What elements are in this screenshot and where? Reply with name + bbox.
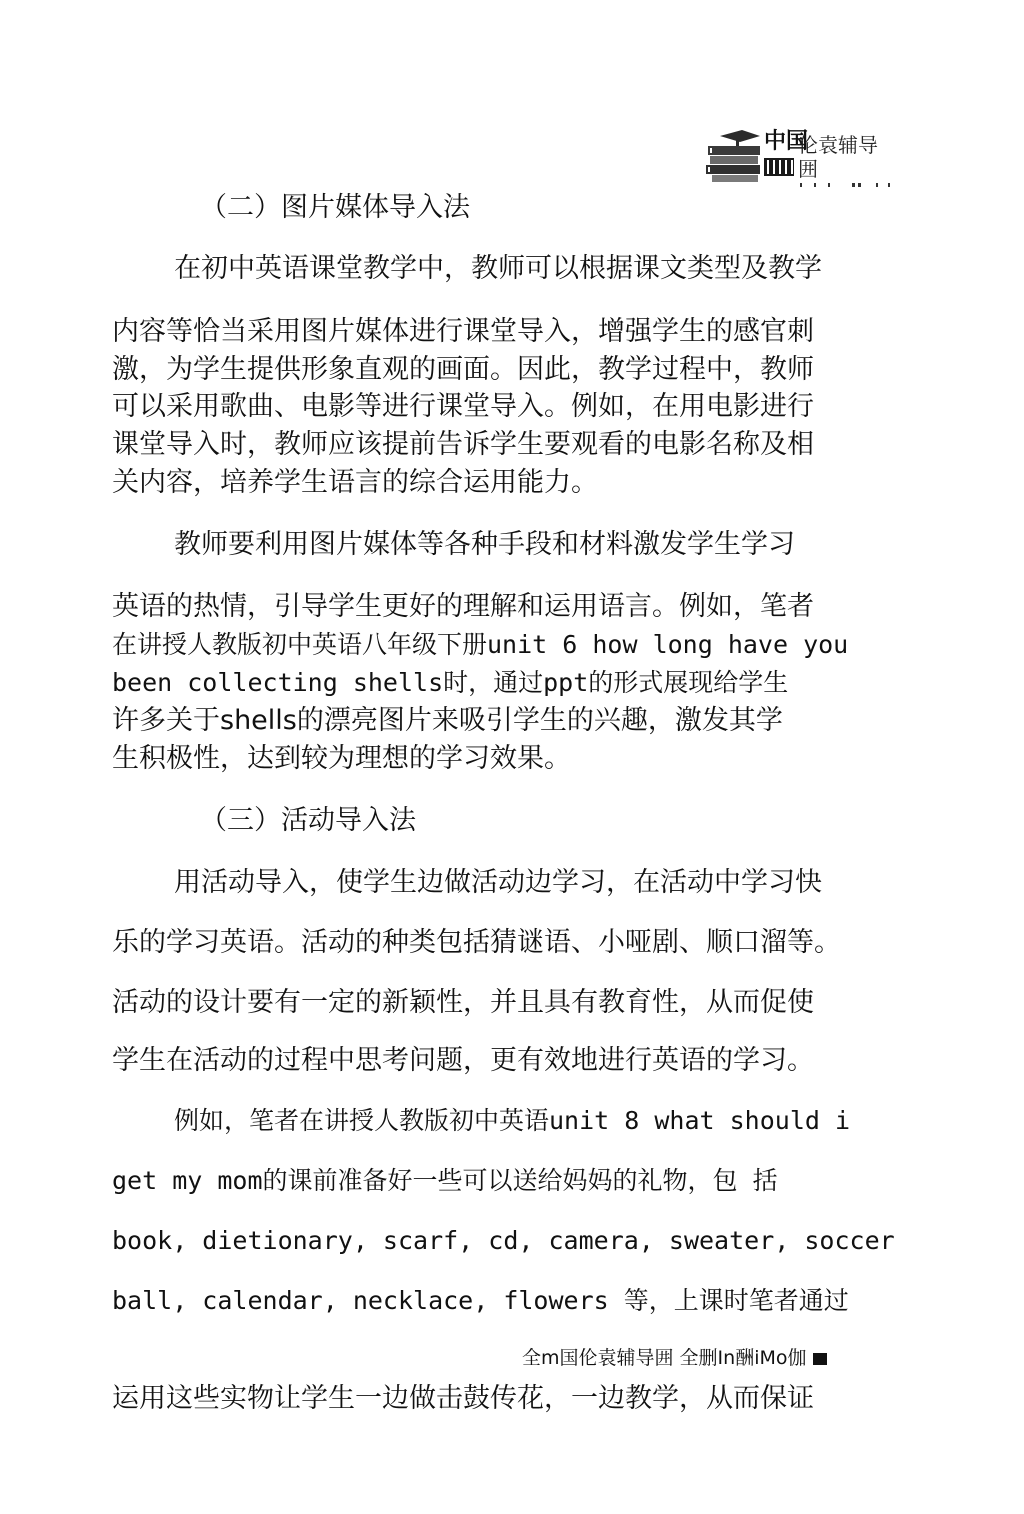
paragraph-line: been collecting shells时，通过ppt的形式展现给学生: [112, 668, 789, 697]
paragraph-line: ball, calendar, necklace, flowers 等，上课时笔者通过: [112, 1286, 849, 1315]
logo-dots-icon: [800, 182, 900, 188]
paragraph-line: 乐的学习英语。活动的种类包括猜谜语、小哑剧、顺口溜等。: [112, 927, 841, 958]
paragraph-line: 例如，笔者在讲授人教版初中英语unit 8 what should i: [174, 1106, 851, 1135]
logo-bars-icon: [764, 158, 794, 176]
paragraph-line: 许多关于shells的漂亮图片来吸引学生的兴趣，激发其学: [112, 705, 783, 736]
paragraph-line: 英语的热情，引导学生更好的理解和运用语言。例如，笔者: [112, 591, 814, 622]
header-logo: [706, 124, 898, 188]
paragraph-line: 在讲授人教版初中英语八年级下册unit 6 how long have you: [112, 630, 849, 659]
logo-text: 伦袁辅导: [798, 133, 878, 157]
paragraph-line: 内容等恰当采用图片媒体进行课堂导入，增强学生的感官刺: [112, 316, 814, 347]
paragraph-line: 活动的设计要有一定的新颖性，并且具有教育性，从而促使: [112, 987, 814, 1018]
logo-mark: 中国: [764, 129, 809, 154]
paragraph-line: 教师要利用图片媒体等各种手段和材料激发学生学习: [174, 529, 795, 560]
paragraph-line: 可以采用歌曲、电影等进行课堂导入。例如，在用电影进行: [112, 391, 814, 422]
paragraph-line: 生积极性，达到较为理想的学习效果。: [112, 743, 571, 774]
paragraph-line: 激，为学生提供形象直观的画面。因此，教学过程中，教师: [112, 354, 814, 385]
paragraph-line: get my mom的课前准备好一些可以送给妈妈的礼物，包 括: [112, 1166, 778, 1195]
paragraph-line: 学生在活动的过程中思考问题，更有效地进行英语的学习。: [112, 1045, 814, 1076]
section-heading-3: （三）活动导入法: [200, 805, 416, 836]
paragraph-line: 关内容，培养学生语言的综合运用能力。: [112, 467, 598, 498]
paragraph-line: 运用这些实物让学生一边做击鼓传花，一边教学，从而保证: [112, 1383, 814, 1414]
footer-watermark: [522, 1344, 827, 1372]
paragraph-line: 课堂导入时，教师应该提前告诉学生要观看的电影名称及相: [112, 429, 814, 460]
paragraph-line: book, dietionary, scarf, cd, camera, sweater, soccer: [112, 1226, 895, 1255]
books-logo-icon: [706, 130, 762, 184]
footer-watermark-text: 全m国伦袁辅导囲 全删In酬iMo伽: [522, 1347, 807, 1369]
paragraph-line: 在初中英语课堂教学中，教师可以根据课文类型及教学: [174, 253, 822, 284]
logo-text-secondary: 囲: [798, 157, 818, 181]
square-icon: [813, 1353, 827, 1365]
paragraph-line: 用活动导入，使学生边做活动边学习，在活动中学习快: [174, 867, 822, 898]
section-heading-2: （二）图片媒体导入法: [200, 192, 470, 223]
